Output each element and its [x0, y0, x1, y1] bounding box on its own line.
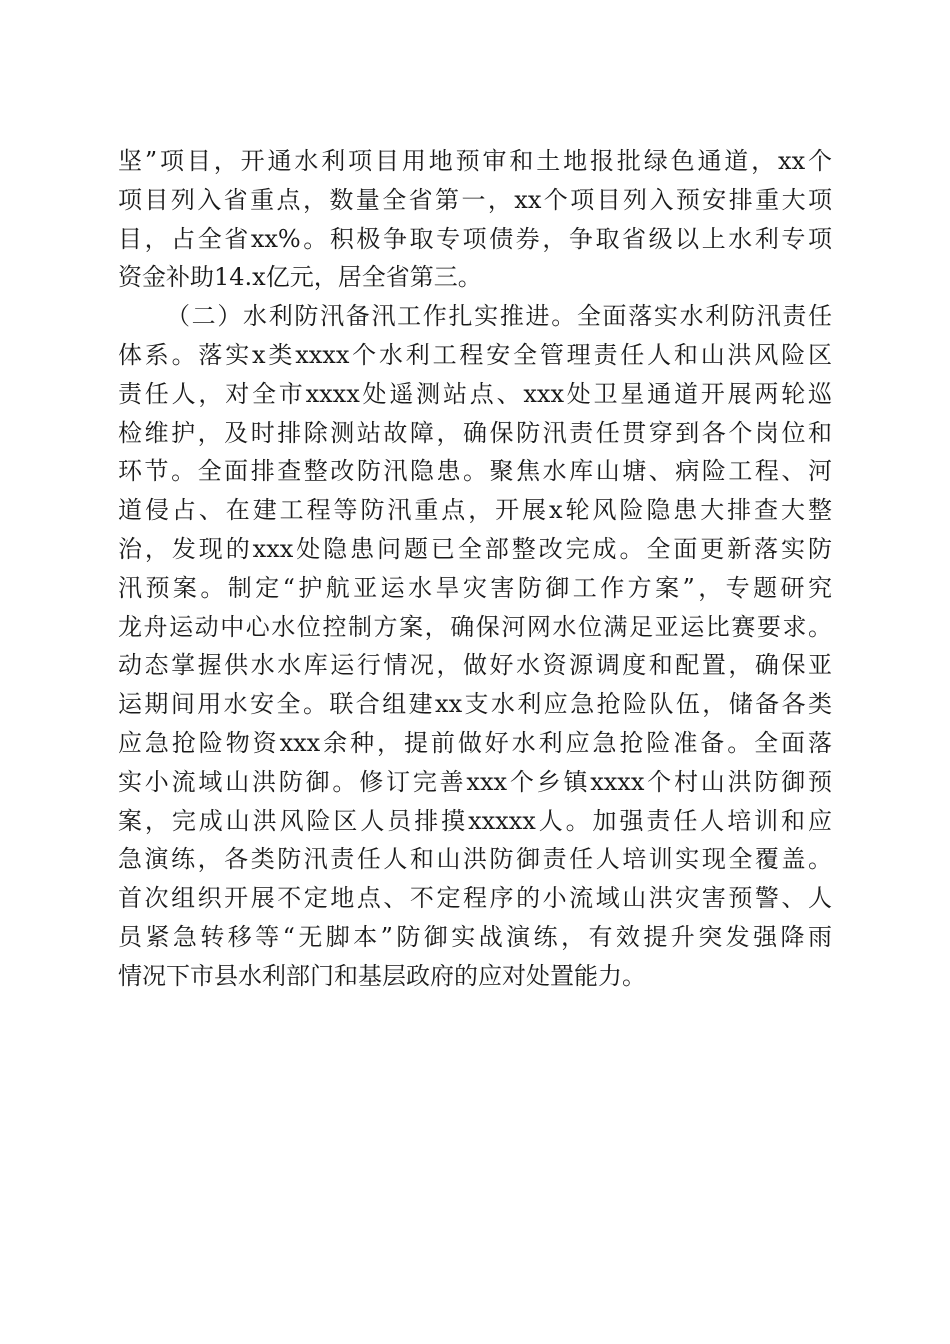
text-line: 首次组织开展不定地点、不定程序的小流域山洪灾害预警、人 [118, 884, 832, 913]
text-line: 龙舟运动中心水位控制方案，确保河网水位满足亚运比赛要求。 [118, 612, 832, 641]
text-line: 汛预案。制定“护航亚运水旱灾害防御工作方案”，专题研究 [118, 573, 832, 602]
text-line: 体系。落实x类xxxx个水利工程安全管理责任人和山洪风险区 [118, 340, 832, 369]
text-line: 检维护，及时排除测站故障，确保防汛责任贯穿到各个岗位和 [118, 418, 832, 447]
text-line: 急演练，各类防汛责任人和山洪防御责任人培训实现全覆盖。 [118, 845, 832, 874]
text-line: 坚”项目，开通水利项目用地预审和土地报批绿色通道，xx个 [118, 147, 832, 175]
text-line: 目，占全省xx%。积极争取专项债券，争取省级以上水利专项 [118, 224, 832, 253]
body-text [118, 142, 832, 996]
text-line: 道侵占、在建工程等防汛重点，开展x轮风险隐患大排查大整 [118, 496, 832, 525]
text-line: 动态掌握供水水库运行情况，做好水资源调度和配置，确保亚 [118, 651, 832, 680]
text-line: 责任人，对全市xxxx处遥测站点、xxx处卫星通道开展两轮巡 [118, 379, 832, 408]
text-line: 实小流域山洪防御。修订完善xxx个乡镇xxxx个村山洪防御预 [118, 767, 832, 796]
text-line: 治，发现的xxx处隐患问题已全部整改完成。全面更新落实防 [118, 534, 832, 563]
text-line: 资金补助14.x亿元，居全省第三。 [118, 263, 482, 292]
text-line: 案，完成山洪风险区人员排摸xxxxx人。加强责任人培训和应 [118, 806, 832, 835]
text-line: 员紧急转移等“无脚本”防御实战演练，有效提升突发强降雨 [118, 922, 832, 951]
text-line: 环节。全面排查整改防汛隐患。聚焦水库山塘、病险工程、河 [118, 457, 832, 486]
text-line: 应急抢险物资xxx余种，提前做好水利应急抢险准备。全面落 [118, 728, 832, 757]
section-heading-line: （二）水利防汛备汛工作扎实推进。全面落实水利防汛责任 [166, 302, 832, 331]
text-line: 情况下市县水利部门和基层政府的应对处置能力。 [118, 961, 646, 990]
text-line: 运期间用水安全。联合组建xx支水利应急抢险队伍，储备各类 [118, 690, 832, 719]
text-line: 项目列入省重点，数量全省第一，xx个项目列入预安排重大项 [118, 185, 832, 214]
